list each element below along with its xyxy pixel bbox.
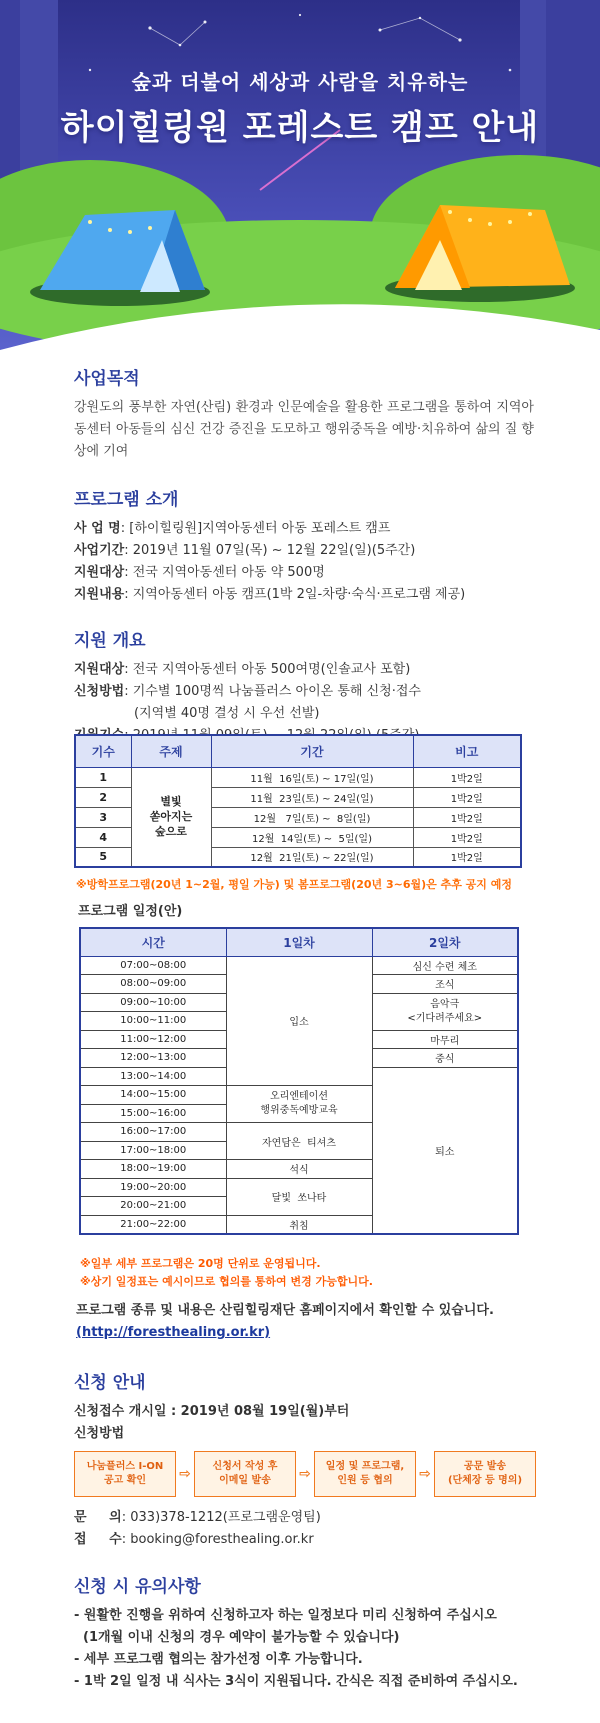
caution-item: - 원활한 진행을 위하여 신청하고자 하는 일정보다 미리 신청하여 주십시오 <box>74 1608 497 1623</box>
program-row-content: 지원내용 : 지역아동센터 아동 캠프(1박 2일-차량·숙식·프로그램 제공) <box>74 587 466 602</box>
program-row-name: 사 업 명 : [하이힐링원]지역아동센터 아동 포레스트 캠프 <box>74 521 391 536</box>
schedule-title: 프로그램 일정(안) <box>78 904 183 919</box>
day2-leave: 퇴소 <box>372 1067 518 1234</box>
night-forest-illustration <box>0 0 600 372</box>
table-row: 4 12월 14일(토) ~ 5일(일) 1박2일 <box>75 827 521 847</box>
caution-item: (1개월 이내 신청의 경우 예약이 불가능할 수 있습니다) <box>74 1630 400 1645</box>
day2-breakfast: 조식 <box>372 975 518 994</box>
day1-sonata: 달빛 쏘나타 <box>226 1178 372 1215</box>
support-row-method: 신청방법 : 기수별 100명씩 나눔플러스 아이온 통해 신청·접수 <box>74 684 421 699</box>
purpose-section <box>74 364 534 463</box>
support-section <box>74 626 534 747</box>
day1-arrival: 입소 <box>226 956 372 1086</box>
schedule-notes: ※일부 세부 프로그램은 20명 단위로 운영됩니다. ※상기 일정표는 예시이므로 협의를 통하여 변경 가능합니다. <box>80 1257 373 1288</box>
caution-item: - 세부 프로그램 협의는 참가선정 이후 가능합니다. <box>74 1652 363 1667</box>
step-announcement: 나눔플러스 I-ON 공고 확인 <box>74 1451 176 1497</box>
apply-title: 신청 안내 <box>74 1373 146 1393</box>
caution-section <box>74 1572 554 1693</box>
table-row: 2 11월 23일(토) ~ 24일(일) 1박2일 <box>75 787 521 807</box>
hero-subtitle: 숲과 더불어 세상과 사람을 치유하는 <box>131 70 469 94</box>
table-note: ※방학프로그램(20년 1~2월, 평일 가능) 및 봄프로그램(20년 3~6월)은 추후 공지 예정 <box>76 878 513 891</box>
day1-dinner: 석식 <box>226 1160 372 1179</box>
caution-title: 신청 시 유의사항 <box>74 1577 201 1597</box>
caution-item: - 1박 2일 일정 내 식사는 3식이 지원됩니다. 간식은 직접 준비하여 주십시오. <box>74 1674 518 1689</box>
step-document: 공문 발송 (단체장 등 명의) <box>434 1451 536 1497</box>
day2-lunch: 중식 <box>372 1049 518 1068</box>
day2-training: 심신 수련 체조 <box>372 956 518 975</box>
day1-sleep: 취침 <box>226 1215 372 1234</box>
table-row: 1 별빛 쏟아지는 숲으로 11월 16일(토) ~ 17일(일) 1박2일 <box>75 767 521 787</box>
header-round: 기수 <box>75 735 131 767</box>
arrow-icon: ⇨ <box>419 1466 431 1482</box>
day1-orientation: 오리엔테이션 행위중독예방교육 <box>226 1086 372 1123</box>
hero-banner <box>0 0 600 372</box>
support-row-target: 지원대상 : 전국 지역아동센터 아동 500여명(인솔교사 포함) <box>74 662 411 677</box>
header-note: 비고 <box>413 735 521 767</box>
apply-section <box>74 1368 544 1551</box>
schedule-table: 시간 1일차 2일차 07:00~08:00 입소 심신 수련 체조 08:00~09:00 조식 09:00~10:00 음악극 <기다려주세요> 10:00~11:00 11:00~12:00 마무리 12:00~13:00 중식 13:00~14:00 퇴소 14:00~15:00 오리엔테이션 행위중독예방교육 15:00~16:00 16:00~17:00 자연담은 티셔츠 17:00~18:00 18:00~19:00 석식 19:00~20:00 달빛 쏘나타 20:00~21:00 21:00~22:00 취침 <box>79 927 519 1235</box>
program-row-period: 사업기간 : 2019년 11월 07일(목) ~ 12월 22일(일)(5주간) <box>74 543 416 558</box>
contact-phone: 문 의 : 033)378-1212(프로그램운영팀) <box>74 1510 321 1525</box>
content <box>74 360 534 747</box>
header-day2: 2일차 <box>372 928 518 956</box>
support-title: 지원 개요 <box>74 631 146 651</box>
step-email: 신청서 작성 후 이메일 발송 <box>194 1451 296 1497</box>
day2-closing: 마무리 <box>372 1030 518 1049</box>
hero-title: 하이힐링원 포레스트 캠프 안내 <box>60 108 540 148</box>
apply-method: 신청방법 <box>74 1426 125 1441</box>
purpose-text: 강원도의 풍부한 자연(산림) 환경과 인문예술을 활용한 프로그램을 통하여 지역아동센터 아동들의 심신 건강 증진을 도모하고 행위중독을 예방·치유하여 삶의 질 향상에 기여 <box>74 400 534 459</box>
theme-cell: 별빛 쏟아지는 숲으로 <box>131 767 211 867</box>
support-row-method-note: (지역별 40명 결성 시 우선 선발) <box>134 706 320 721</box>
schedule-info: 프로그램 종류 및 내용은 산림힐링재단 홈페이지에서 확인할 수 있습니다. (http://foresthealing.or.kr) <box>76 1303 494 1340</box>
arrow-icon: ⇨ <box>299 1466 311 1482</box>
header-theme: 주제 <box>131 735 211 767</box>
day1-tshirt: 자연담은 티셔츠 <box>226 1123 372 1160</box>
round-table <box>74 734 522 868</box>
program-title: 프로그램 소개 <box>74 490 179 510</box>
apply-steps <box>74 1451 544 1497</box>
header-time: 시간 <box>80 928 226 956</box>
step-consult: 일정 및 프로그램, 인원 등 협의 <box>314 1451 416 1497</box>
arrow-icon: ⇨ <box>179 1466 191 1482</box>
purpose-title: 사업목적 <box>74 369 140 389</box>
program-section <box>74 485 534 606</box>
apply-start: 신청접수 개시일 : 2019년 08월 19일(월)부터 <box>74 1404 350 1419</box>
table-row: 3 12월 7일(토) ~ 8일(일) 1박2일 <box>75 807 521 827</box>
program-row-target: 지원대상 : 전국 지역아동센터 아동 약 500명 <box>74 565 325 580</box>
header-day1: 1일차 <box>226 928 372 956</box>
homepage-link[interactable]: (http://foresthealing.or.kr) <box>76 1325 271 1340</box>
day2-music: 음악극 <기다려주세요> <box>372 993 518 1030</box>
contact-email: 접 수 : booking@foresthealing.or.kr <box>74 1532 314 1547</box>
header-period: 기간 <box>211 735 413 767</box>
table-row: 5 12월 21일(토) ~ 22일(일) 1박2일 <box>75 847 521 867</box>
